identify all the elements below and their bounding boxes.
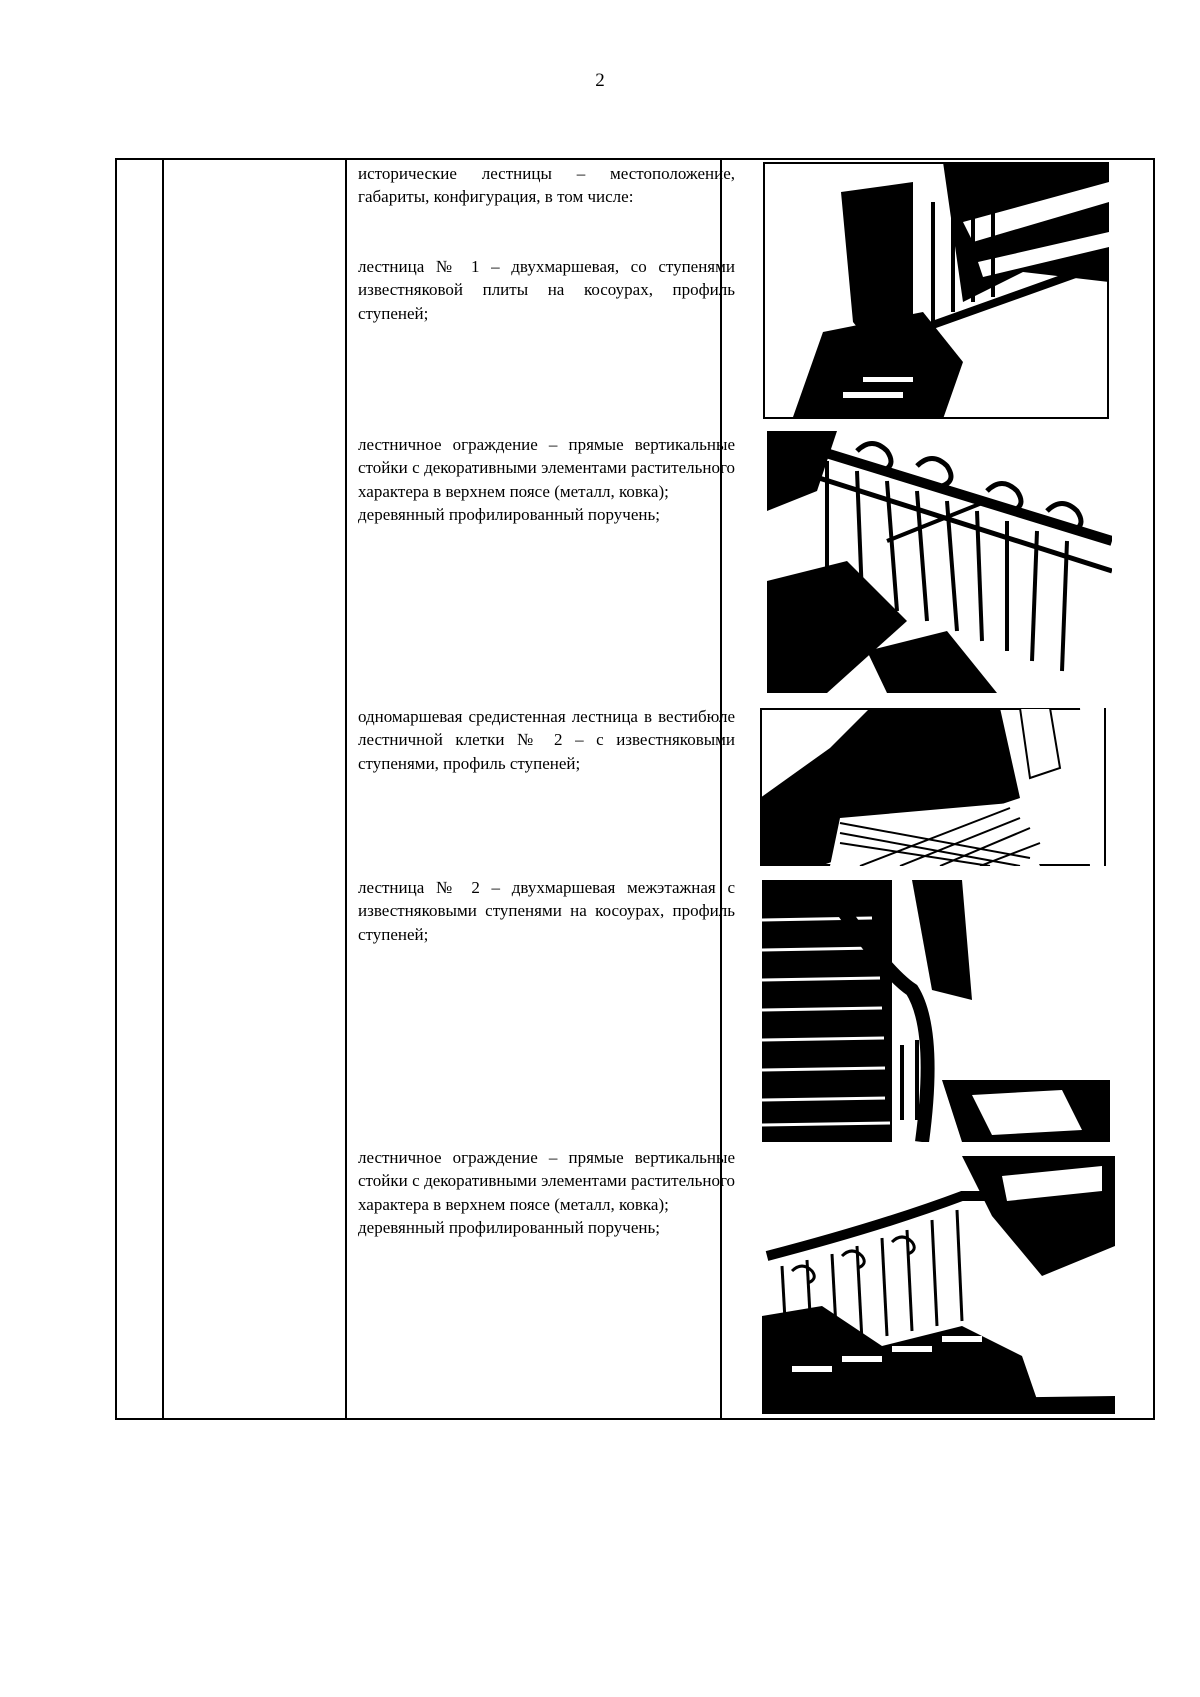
photo-vestibule-stair <box>760 708 1118 866</box>
description-block-railing-1 <box>358 433 735 526</box>
description-line: лестница № 2 – двухмаршевая межэтажная с известняковыми ступенями на косоурах, профиль ступеней; <box>358 878 735 944</box>
description-block-stair-2 <box>358 876 735 946</box>
page-number: 2 <box>595 70 605 91</box>
description-block-intro <box>358 162 735 209</box>
column-divider-2 <box>345 160 347 1418</box>
description-block-railing-2 <box>358 1146 735 1239</box>
description-line: лестничное ограждение – прямые вертикальные стойки с декоративными элементами растительного характера в верхнем поясе (металл, ковка); <box>358 1148 735 1214</box>
column-divider-1 <box>162 160 164 1418</box>
description-block-vestibule-stair <box>358 705 735 775</box>
description-line: деревянный профилированный поручень; <box>358 504 660 524</box>
photo-railing-2 <box>762 1156 1115 1414</box>
description-line: лестничное ограждение – прямые вертикальные стойки с декоративными элементами растительного характера в верхнем поясе (металл, ковка); <box>358 435 735 501</box>
description-line: одномаршевая средистенная лестница в вестибюле лестничной клетки № 2 – с известняковыми ступенями, профиль ступеней; <box>358 707 735 773</box>
description-block-stair-1 <box>358 255 735 325</box>
photo-stair-2 <box>762 880 1110 1142</box>
monument-features-table <box>115 158 1155 1420</box>
description-line: исторические лестницы – местоположение, габариты, конфигурация, в том числе: <box>358 164 735 207</box>
photo-stair-1 <box>763 162 1109 419</box>
description-line: деревянный профилированный поручень; <box>358 1217 660 1237</box>
description-line: лестница № 1 – двухмаршевая, со ступенями известняковой плиты на косоурах, профиль ступеней; <box>358 257 735 323</box>
photo-railing-1 <box>767 431 1112 693</box>
